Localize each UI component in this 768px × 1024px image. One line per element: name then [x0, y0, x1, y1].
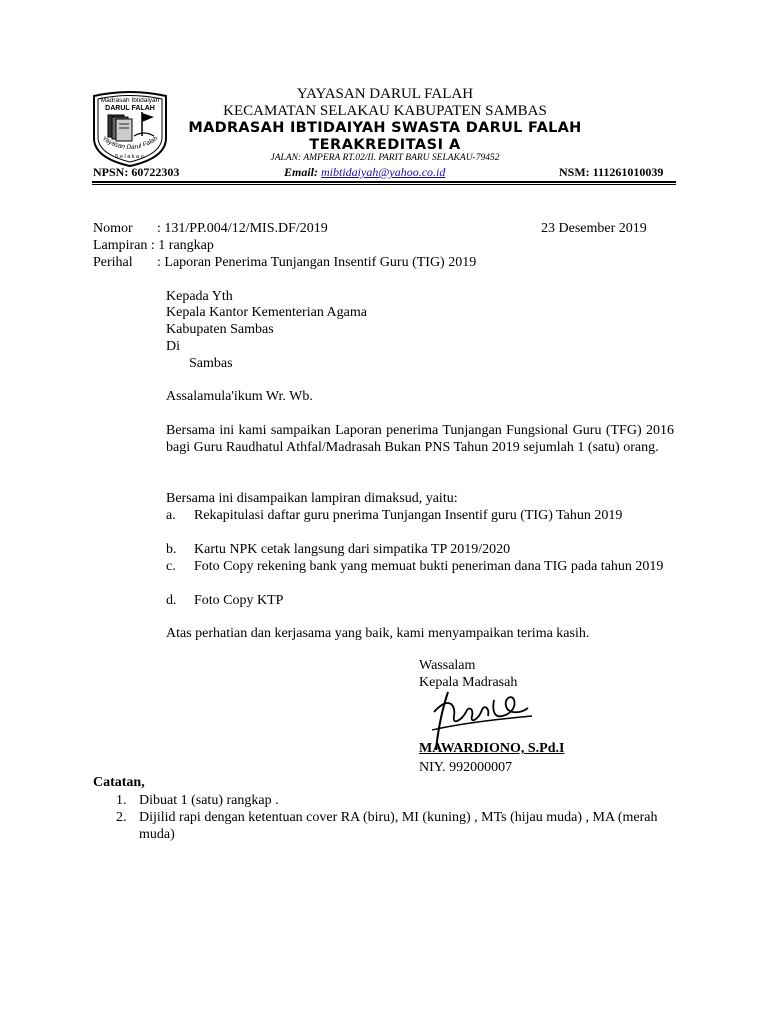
nomor-value: : 131/PP.004/12/MIS.DF/2019: [157, 221, 328, 236]
logo-arc-text: Yayasan Darul Falah: [100, 135, 160, 152]
lampiran: Lampiran : 1 rangkap: [93, 238, 214, 253]
list-item: Rekapitulasi daftar guru pnerima Tunjangan Insentif guru (TIG) Tahun 2019: [194, 508, 623, 523]
nomor-label: Nomor: [93, 221, 133, 236]
list-marker: a.: [166, 508, 176, 523]
signer-name: MAWARDIONO, S.Pd.I: [419, 741, 565, 756]
npsn: NPSN: 60722303: [93, 165, 180, 179]
logo-top-text-2: DARUL FALAH: [105, 105, 155, 112]
note-item: Dijilid rapi dengan ketentuan cover RA (biru), MI (kuning) , MTs (hijau muda) , MA (merah muda): [139, 810, 658, 842]
list-marker: b.: [166, 542, 177, 557]
list-item: Kartu NPK cetak langsung dari simpatika TP 2019/2020: [194, 542, 511, 557]
paragraph-1: Bersama ini kami sampaikan Laporan penerima Tunjangan Fungsional Guru (TFG) 2016 bagi Guru Raudhatul Athfal/Madrasah Bukan PNS Tahun 2019 sejumlah 1 (satu) orang.: [166, 423, 674, 455]
foundation-name: YAYASAN DARUL FALAH: [296, 86, 474, 102]
salutation: Wassalam: [419, 658, 476, 673]
letterhead-rule-thin: [92, 184, 676, 185]
recipient-line-4: Di: [166, 339, 180, 354]
note-marker: 2.: [116, 810, 127, 825]
handwritten-signature: [428, 686, 538, 754]
notes-heading: Catatan,: [93, 775, 145, 790]
school-name: MADRASAH IBTIDAIYAH SWASTA DARUL FALAH: [188, 120, 582, 136]
greeting: Assalamula'ikum Wr. Wb.: [166, 389, 313, 404]
signer-title: Kepala Madrasah: [419, 675, 518, 690]
list-marker: c.: [166, 559, 176, 574]
closing-sentence: Atas perhatian dan kerjasama yang baik, kami menyampaikan terima kasih.: [166, 626, 590, 641]
logo-top-text-1: Madrasah Ibtidaiyah: [100, 97, 160, 104]
accreditation: TERAKREDITASI A: [309, 137, 461, 153]
email-line: [284, 165, 445, 180]
signer-nip: NIY. 992000007: [419, 760, 513, 775]
letter-date: 23 Desember 2019: [541, 221, 647, 236]
perihal-label: Perihal: [93, 255, 133, 270]
letterhead-rule-thick: [92, 181, 676, 183]
recipient-line-3: Kabupaten Sambas: [166, 322, 274, 337]
recipient-line-2: Kepala Kantor Kementerian Agama: [166, 305, 367, 320]
email-link[interactable]: mibtidaiyah@yahoo.co.id: [321, 165, 446, 179]
note-item: Dibuat 1 (satu) rangkap .: [139, 793, 279, 808]
nsm: NSM: 111261010039: [559, 165, 664, 179]
list-marker: d.: [166, 593, 177, 608]
recipient-line-1: Kepada Yth: [166, 289, 233, 304]
paragraph-2: Bersama ini disampaikan lampiran dimaksud, yaitu:: [166, 491, 458, 506]
list-item: Foto Copy rekening bank yang memuat bukti peneriman dana TIG pada tahun 2019: [194, 559, 664, 574]
email-label: Email:: [284, 165, 322, 179]
perihal-value: : Laporan Penerima Tunjangan Insentif Guru (TIG) 2019: [157, 255, 477, 270]
school-address: JALAN: AMPERA RT.02/II. PARIT BARU SELAKAU-79452: [270, 153, 500, 163]
logo-bottom-text: Selakau: [114, 154, 146, 160]
district-name: KECAMATAN SELAKAU KABUPATEN SAMBAS: [223, 103, 547, 119]
list-item: Foto Copy KTP: [194, 593, 284, 608]
recipient-line-5: Sambas: [189, 356, 233, 371]
note-marker: 1.: [116, 793, 127, 808]
